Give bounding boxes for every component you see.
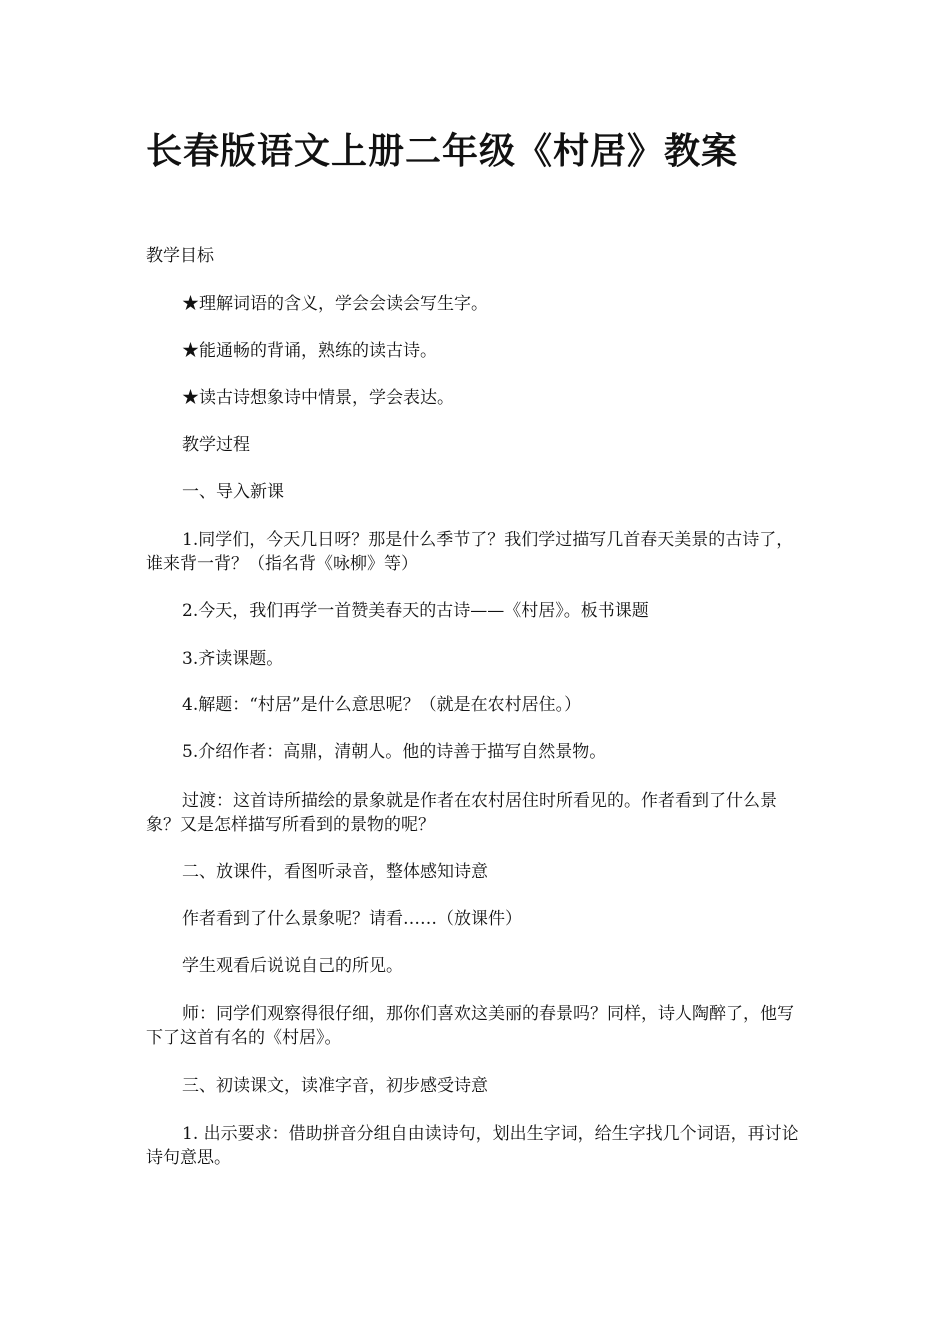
objective-item: ★读古诗想象诗中情景，学会表达。 [182,388,454,408]
paragraph: 过渡：这首诗所描绘的景象就是作者在农村居住时所看见的。作者看到了什么景象？又是怎样描写所看到的景物的呢？ [146,791,777,835]
paragraph: 学生观看后说说自己的所见。 [182,956,403,976]
section-heading-process: 教学过程 [182,435,250,455]
paragraph: 作者看到了什么景象呢？请看……（放课件） [182,909,522,929]
paragraph: 3.齐读课题。 [182,649,284,669]
section-heading: 二、放课件，看图听录音，整体感知诗意 [182,862,488,882]
section-heading: 一、导入新课 [182,482,284,502]
objective-item: ★理解词语的含义，学会会读会写生字。 [182,294,488,314]
objective-item: ★能通畅的背诵，熟练的读古诗。 [182,341,437,361]
paragraph: 2.今天，我们再学一首赞美春天的古诗——《村居》。板书课题 [182,601,649,621]
paragraph: 师：同学们观察得很仔细，那你们喜欢这美丽的春景吗？同样，诗人陶醉了，他写下了这首有名的《村居》。 [146,1004,794,1048]
paragraph: 1.同学们，今天几日呀？那是什么季节了？我们学过描写几首春天美景的古诗了，谁来背一背？（指名背《咏柳》等） [146,530,794,574]
paragraph: 1. 出示要求：借助拼音分组自由读诗句，划出生字词，给生字找几个词语，再讨论诗句意思。 [146,1124,799,1168]
section-heading-objectives: 教学目标 [146,246,214,266]
document-title: 长春版语文上册二年级《村居》教案 [146,131,739,172]
paragraph: 4.解题：“村居”是什么意思呢？（就是在农村居住。） [182,695,582,715]
paragraph: 5.介绍作者：高鼎，清朝人。他的诗善于描写自然景物。 [182,742,607,762]
section-heading: 三、初读课文，读准字音，初步感受诗意 [182,1076,488,1096]
